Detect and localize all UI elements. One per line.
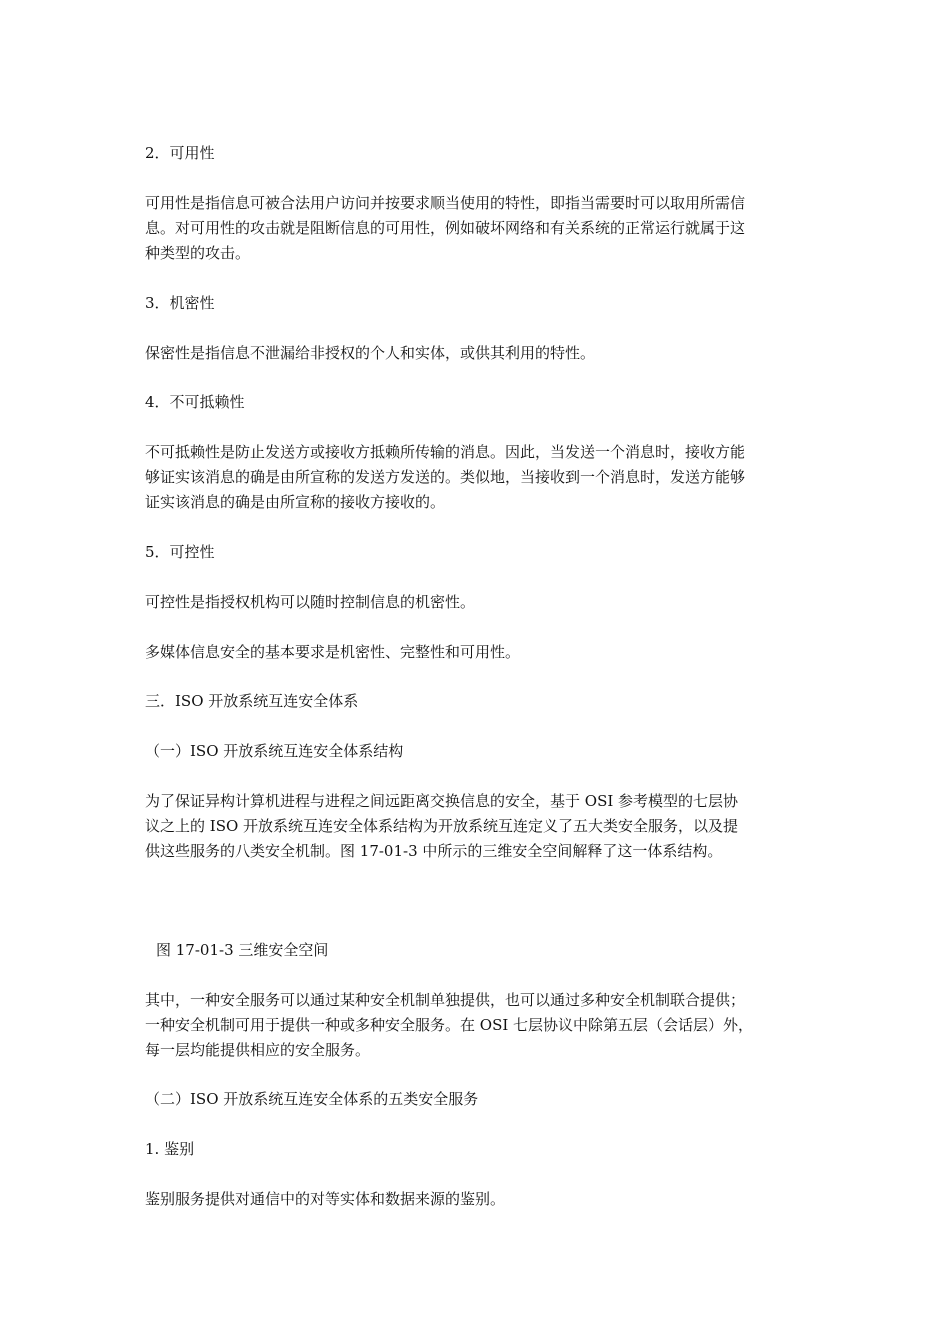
heading-iso-security-architecture: （一）ISO 开放系统互连安全体系结构 (145, 742, 404, 760)
architecture-paragraph-line: 供这些服务的八类安全机制。图 17-01-3 中所示的三维安全空间解释了这一体系结构。 (145, 842, 723, 860)
mechanism-paragraph-line: 其中，一种安全服务可以通过某种安全机制单独提供，也可以通过多种安全机制联合提供； (145, 991, 746, 1009)
heading-controllability: 5．可控性 (145, 543, 215, 561)
authentication-paragraph: 鉴别服务提供对通信中的对等实体和数据来源的鉴别。 (145, 1190, 506, 1208)
non-repudiation-paragraph-line: 够证实该消息的确是由所宣称的发送方发送的。类似地，当接收到一个消息时，发送方能够 (145, 468, 746, 486)
non-repudiation-paragraph-line: 不可抵赖性是防止发送方或接收方抵赖所传输的消息。因此，当发送一个消息时，接收方能 (145, 443, 746, 461)
heading-five-security-services: （二）ISO 开放系统互连安全体系的五类安全服务 (145, 1090, 479, 1108)
heading-iso-security-system: 三．ISO 开放系统互连安全体系 (145, 692, 359, 710)
confidentiality-paragraph: 保密性是指信息不泄漏给非授权的个人和实体，或供其利用的特性。 (145, 344, 596, 362)
availability-paragraph-line: 种类型的攻击。 (145, 244, 251, 262)
heading-confidentiality: 3．机密性 (145, 294, 215, 312)
architecture-paragraph-line: 为了保证异构计算机进程与进程之间远距离交换信息的安全，基于 OSI 参考模型的七层协 (145, 792, 739, 810)
mechanism-paragraph-line: 一种安全机制可用于提供一种或多种安全服务。在 OSI 七层协议中除第五层（会话层）外， (145, 1016, 754, 1034)
mechanism-paragraph-line: 每一层均能提供相应的安全服务。 (145, 1041, 371, 1059)
multimedia-security-paragraph: 多媒体信息安全的基本要求是机密性、完整性和可用性。 (145, 643, 521, 661)
heading-non-repudiation: 4．不可抵赖性 (145, 393, 245, 411)
architecture-paragraph-line: 议之上的 ISO 开放系统互连安全体系结构为开放系统互连定义了五大类安全服务，以及提 (145, 817, 739, 835)
availability-paragraph-line: 息。对可用性的攻击就是阻断信息的可用性，例如破坏网络和有关系统的正常运行就属于这 (145, 219, 746, 237)
figure-caption: 图 17-01-3 三维安全空间 (156, 941, 329, 959)
availability-paragraph-line: 可用性是指信息可被合法用户访问并按要求顺当使用的特性，即指当需要时可以取用所需信 (145, 194, 746, 212)
non-repudiation-paragraph-line: 证实该消息的确是由所宣称的接收方接收的。 (145, 493, 446, 511)
heading-authentication: 1. 鉴别 (145, 1140, 195, 1158)
controllability-paragraph: 可控性是指授权机构可以随时控制信息的机密性。 (145, 593, 476, 611)
heading-availability: 2．可用性 (145, 144, 215, 162)
